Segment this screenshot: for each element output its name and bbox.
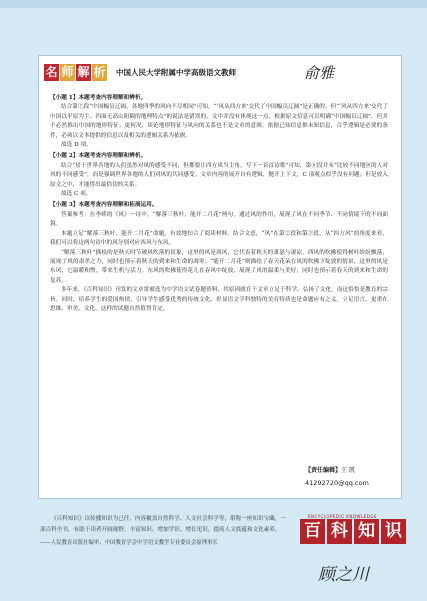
footer-source: ——人民教育出版社编审、中国教育学会中学语文教学专业委员会原理事长 [40,540,218,546]
logo-english: ENCYCLOPEDIC KNOWLEDGE [308,514,377,519]
question-heading-text: 本题考查内容理解和辨析。 [78,95,147,101]
analysis-paragraph: 多年来，《百科知识》刊发的文章常被选为中学语文试卷题资料，其原因就在于文章立足于科学、弘扬了文化，而这恰恰是教育的宗旨。同时，培养学生的爱国热情、引导学生感受优秀的传统文化、彰显语文学科独特的美育特质也是命题应有之义。立足语言、更重在思维、审美、文化，这样的试题自然值得肯定。 [50,287,388,312]
editor-label: 【责任编辑】 [305,467,342,474]
logo-char: 科 [327,519,352,544]
question-label: 【小题 2】 [50,153,79,160]
magazine-logo [300,510,412,550]
question-heading [50,94,388,103]
question-label: 【小题 1】 [50,95,79,101]
top-strip [0,0,427,8]
author-signature: 俞雅 [304,64,335,82]
question-label: 【小题 3】 [50,202,79,209]
analysis-body [50,92,388,314]
tag-char: 解 [77,65,90,79]
editor-email: 41292720@qq.com [305,479,369,487]
editor-name: 王 凯 [341,467,355,474]
author-affiliation: 中国人民大学附属中学高级语文教师 [116,68,236,77]
footer-signature: 顾之川 [318,565,369,585]
logo-char: 百 [300,519,325,544]
answer-choice-line: 故选 D 项。 [61,142,92,149]
analysis-paragraph: 本题立足“解落三秋叶，能开二月花”命题，有效地扣合了阅读材料。结合文意，“风”在第②段和第③段，从“四方风”的角度来看，我们可以将这两句诗中的风分别对应西风与东风。 [50,230,388,247]
analysis-paragraph: 结合第⑦段“中国幅员辽阔，各地四季的风向不尽相同”可知，“‘风从四方来’交代了中国幅员辽阔”是正确的；但“‘风从四方来’交代了中国以平原为主、四面无高山阻隔的地理特点”的说法是错误的，文中并没有体现这一点。根据原文信息可以明确“中国幅员辽阔”，但并不必然推出中国的地形特征；更何况，谈论地形特征与风向的关系也不是文章的意图。依据已知信息推未知信息，合乎逻辑是必要的条件，必须以文本提供的信息以及相关的逻辑关系为依据。 [50,104,388,139]
tag-char: 师 [61,65,74,79]
answer-choice-line: 故选 C 项。 [61,191,92,198]
column-header [44,64,399,86]
logo-char: 知 [354,519,379,544]
tag-char: 析 [93,65,106,79]
question-heading-text: 本题考查内容理解和拓展运用。 [78,202,158,209]
editor-box [305,465,369,489]
tag-char: 名 [45,65,58,79]
section-tag [44,64,108,81]
analysis-paragraph: “解落三秋叶”描绘的是秋天时节被风吹落的景象，这里的风是西风，它代表着秋天的萧瑟与凄凉，西风的吹拂使得树叶纷纷飘落，展现了风的肃杀之力，同时也预示着秋天的到来和生命的凋零；“能开二月花”则描绘了春天花朵在风的吹拂下绽放的情景，这里的风是东风，它温暖和煦，带来生机与活力。东风的吹拂使得花儿在春风中绽放，展现了风的温柔与美好，同时也预示着春天的到来和生命的复苏。 [50,249,388,284]
footer-quote: 《百科知识》以传播知识为己任，内容覆盖自然科学、人文社会科学等，堪称一座知识宝藏，一部百科全书，有助于读者开阔视野、丰富知识、增加学识、增长见识，提高人文底蕴和文化素养。 [40,516,286,533]
question-heading-text: 本题考查内容理解和辨析。 [78,153,147,160]
analysis-paragraph: 结合“居于世界各地的人们虽然对风的感受不同，但都要让四方风当主角，写下一首首诗歌”可知，第⑥段并未“比较不同地区的人对风的不同感受”，而是强调世界各地的人们对风的共同感受。文章内容的展开自有逻辑，抛开上下文，C 项观点似乎没有问题；但是放入原文之中，才能得出最恰切的关系。 [50,162,388,188]
analysis-paragraph: 答案参考：在李峤的《风》一诗中，“解落三秋叶，能开二月花”两句，通过风的作用，展现了风在不同季节、不同情境下的不同面貌。 [50,211,388,228]
question-heading [50,201,388,210]
question-heading [50,152,388,161]
logo-char: 识 [381,519,406,544]
footer-quote-block [40,514,290,549]
